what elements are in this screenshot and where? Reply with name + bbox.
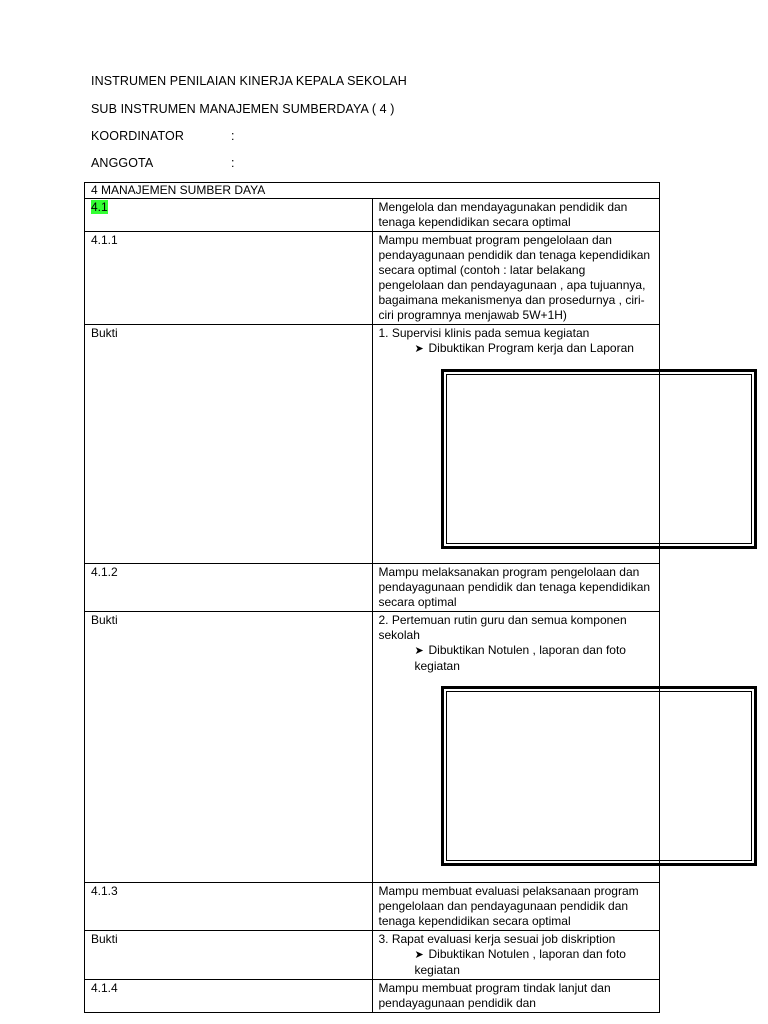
table-row [85,931,660,980]
koordinator-label: KOORDINATOR [91,129,185,143]
row-text: Mampu membuat program tindak lanjut dan pendayagunaan pendidik dan [372,980,660,1013]
table-row [85,883,660,931]
document-subtitle: SUB INSTRUMEN MANAJEMEN SUMBERDAYA ( 4 ) [91,102,395,116]
evidence-item: 2. Pertemuan rutin guru dan semua komponen sekolah [378,613,627,642]
table-row [85,232,660,325]
row-code: 4.1.2 [85,564,373,612]
table-row [85,612,660,883]
evidence-frame [441,369,757,549]
row-text: Mampu membuat program pengelolaan dan pendayagunaan pendidik dan tenaga kependidikan secara optimal (contoh : latar belakang pengelolaan dan pendayagunaan , apa tujuannya, bagaimana mekanismenya dan prosedurnya , ciri-ciri programnya menjawab 5W+1H) [372,232,660,325]
table-row [85,564,660,612]
arrowhead-bullet-icon: ➤ [414,645,424,657]
evidence-cell [372,612,660,883]
table-row [85,325,660,564]
evidence-frame [441,686,757,866]
anggota-label: ANGGOTA [91,156,154,170]
evidence-bullet [379,643,654,674]
evidence-text: Dibuktikan Notulen , laporan dan foto kegiatan [414,643,626,673]
document-title: INSTRUMEN PENILAIAN KINERJA KEPALA SEKOLAH [91,74,407,88]
highlighted-code: 4.1 [91,200,108,214]
assessment-table [84,182,660,1013]
table-row [85,980,660,1013]
row-code: Bukti [85,931,373,980]
arrowhead-bullet-icon: ➤ [414,343,424,355]
anggota-line [91,156,235,171]
evidence-cell [372,325,660,564]
row-code: 4.1.4 [85,980,373,1013]
row-text: Mampu membuat evaluasi pelaksanaan program pengelolaan dan pendayagunaan pendidik dan tenaga kependidikan secara optimal [372,883,660,931]
evidence-bullet [379,947,654,978]
row-code [85,199,373,232]
anggota-colon: : [231,156,235,170]
row-code: 4.1.1 [85,232,373,325]
row-text: Mengelola dan mendayagunakan pendidik dan tenaga kependidikan secara optimal [372,199,660,232]
evidence-cell [372,931,660,980]
evidence-text: Dibuktikan Notulen , laporan dan foto kegiatan [414,947,626,977]
evidence-item: 3. Rapat evaluasi kerja sesuai job diskription [378,932,616,946]
table-row [85,199,660,232]
table-heading-row [85,183,660,199]
assessment-table-wrap [84,182,660,1010]
arrowhead-bullet-icon: ➤ [414,949,424,961]
row-text: Mampu melaksanakan program pengelolaan dan pendayagunaan pendidik dan tenaga kependidikan secara optimal [372,564,660,612]
table-heading: 4 MANAJEMEN SUMBER DAYA [85,183,660,199]
row-code: Bukti [85,612,373,883]
row-code: Bukti [85,325,373,564]
koordinator-colon: : [231,129,235,143]
evidence-bullet [379,341,654,357]
koordinator-line [91,129,235,144]
evidence-text: Dibuktikan Program kerja dan Laporan [428,341,634,355]
row-code: 4.1.3 [85,883,373,931]
evidence-item: 1. Supervisi klinis pada semua kegiatan [378,326,590,340]
